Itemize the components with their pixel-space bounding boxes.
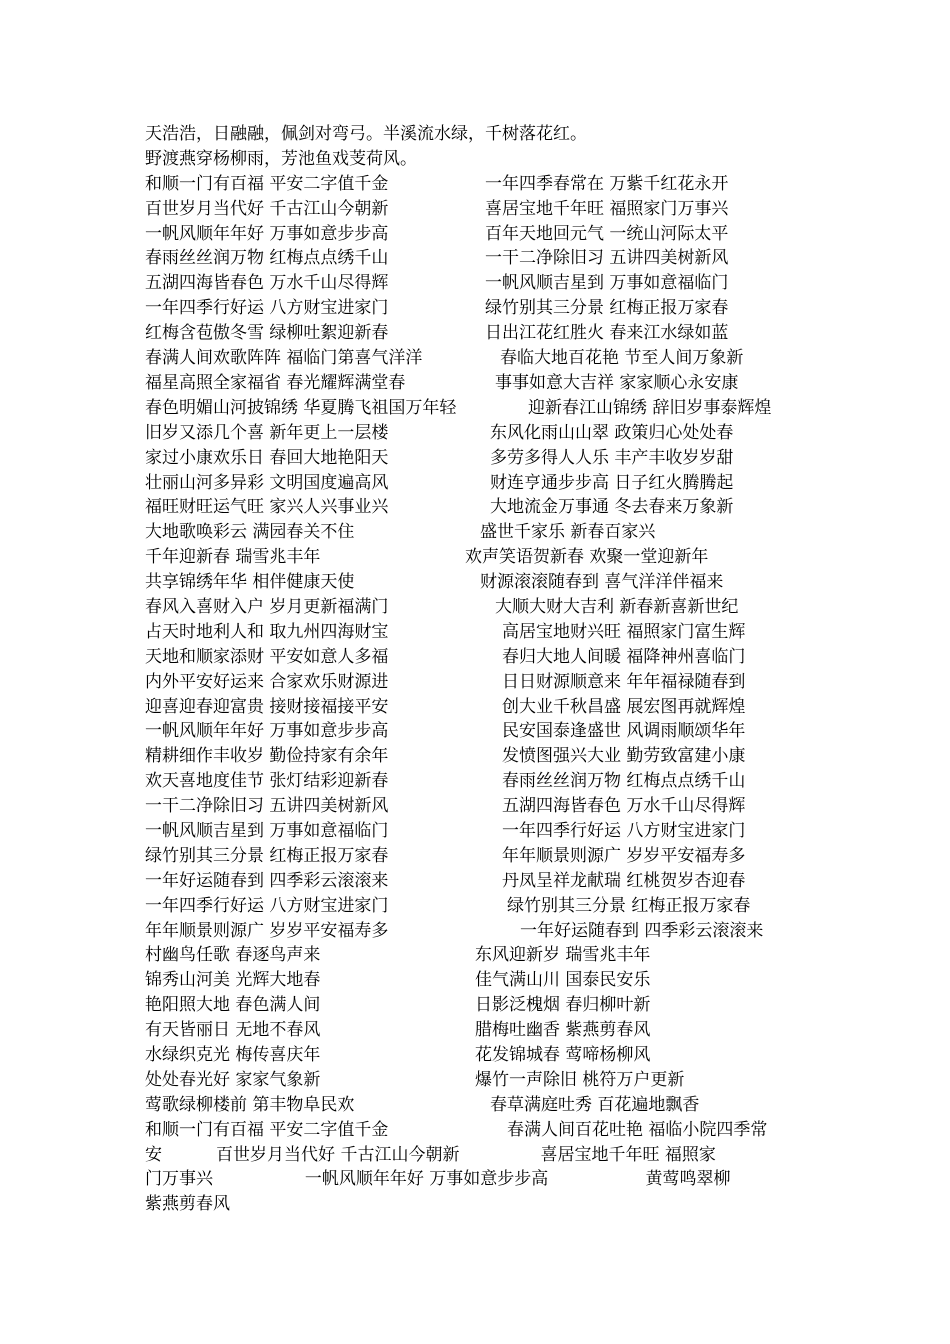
couplet-row — [145, 1118, 825, 1143]
couplet-right: 一帆风顺吉星到 万事如意福临门 — [485, 273, 729, 294]
couplet-right: 腊梅吐幽香 紫燕剪春风 — [475, 1020, 651, 1041]
couplet-right: 创大业千秋昌盛 展宏图再就辉煌 — [502, 696, 746, 717]
couplet-left: 一帆风顺年年好 万事如意步步高 — [145, 721, 389, 742]
couplet-left: 和顺一门有百福 平安二字值千金 — [145, 1119, 389, 1140]
tail-line-3 — [145, 1192, 805, 1217]
couplet-left: 五湖四海皆春色 万水千山尽得辉 — [145, 273, 389, 294]
couplet-left: 水绿织克光 梅传喜庆年 — [145, 1044, 321, 1065]
couplet-row — [145, 570, 825, 595]
couplet-row — [145, 695, 825, 720]
couplet-left: 春满人间欢歌阵阵 福临门第喜气洋洋 — [145, 348, 423, 369]
couplet-row — [145, 545, 825, 570]
couplet-right: 年年顺景则源广 岁岁平安福寿多 — [502, 845, 746, 866]
couplet-row — [145, 670, 825, 695]
couplet-right: 日出江花红胜火 春来江水绿如蓝 — [485, 323, 729, 344]
couplet-right: 多劳多得人人乐 丰产丰收岁岁甜 — [490, 447, 734, 468]
couplet-left: 春风入喜财入户 岁月更新福满门 — [145, 596, 389, 617]
couplet-right: 高居宝地财兴旺 福照家门富生辉 — [502, 621, 746, 642]
couplet-row — [145, 869, 825, 894]
couplet-row — [145, 595, 825, 620]
couplet-right: 一年四季春常在 万紫千红花永开 — [485, 173, 729, 194]
couplet-left: 一帆风顺年年好 万事如意步步高 — [145, 223, 389, 244]
couplet-right: 春临大地百花艳 节至人间万象新 — [500, 348, 744, 369]
couplet-row — [145, 794, 825, 819]
couplet-right: 迎新春江山锦绣 辞旧岁事泰辉煌 — [528, 397, 772, 418]
couplet-right: 一年四季行好运 八方财宝进家门 — [502, 820, 746, 841]
couplet-row — [145, 246, 825, 271]
couplet-right: 绿竹别其三分景 红梅正报万家春 — [507, 895, 751, 916]
couplet-right: 佳气满山川 国泰民安乐 — [475, 970, 651, 991]
couplet-row — [145, 520, 825, 545]
tail-text — [145, 1143, 805, 1218]
couplet-row — [145, 446, 825, 471]
couplet-left: 壮丽山河多异彩 文明国度遍高风 — [145, 472, 389, 493]
couplet-right: 春满人间百花吐艳 福临小院四季常 — [507, 1119, 768, 1140]
couplet-row — [145, 844, 825, 869]
couplet-row — [145, 1093, 825, 1118]
couplet-left: 艳阳照大地 春色满人间 — [145, 995, 321, 1016]
couplet-left: 内外平安好运来 合家欢乐财源进 — [145, 671, 389, 692]
couplet-left: 绿竹别其三分景 红梅正报万家春 — [145, 845, 389, 866]
couplet-left: 莺歌绿柳楼前 第丰物阜民欢 — [145, 1094, 355, 1115]
couplet-row — [145, 1043, 825, 1068]
couplet-left: 旧岁又添几个喜 新年更上一层楼 — [145, 422, 389, 443]
couplet-right: 日影泛槐烟 春归柳叶新 — [475, 995, 651, 1016]
couplet-left: 年年顺景则源广 岁岁平安福寿多 — [145, 920, 389, 941]
couplet-right: 大地流金万事通 冬去春来万象新 — [490, 497, 734, 518]
couplet-right: 丹凤呈祥龙献瑞 红桃贺岁杏迎春 — [502, 870, 746, 891]
couplet-right: 事事如意大吉祥 家家顺心永安康 — [495, 372, 739, 393]
couplet-left: 欢天喜地度佳节 张灯结彩迎新春 — [145, 771, 389, 792]
couplet-left: 一年四季行好运 八方财宝进家门 — [145, 895, 389, 916]
intro-line-2: 野渡燕穿杨柳雨，芳池鱼戏芰荷风。 — [145, 148, 417, 169]
couplet-right: 绿竹别其三分景 红梅正报万家春 — [485, 298, 729, 319]
couplet-left: 福旺财旺运气旺 家兴人兴事业兴 — [145, 497, 389, 518]
couplet-list — [145, 172, 825, 1143]
couplet-right: 喜居宝地千年旺 福照家门万事兴 — [485, 198, 729, 219]
couplet-row — [145, 197, 825, 222]
couplet-row — [145, 296, 825, 321]
couplet-right: 民安国泰逢盛世 风调雨顺颂华年 — [502, 721, 746, 742]
couplet-left: 千年迎新春 瑞雪兆丰年 — [145, 547, 321, 568]
intro-line-1: 天浩浩，日融融，佩剑对弯弓。半溪流水绿，千树落花红。 — [145, 124, 587, 144]
couplet-left: 家过小康欢乐日 春回大地艳阳天 — [145, 447, 389, 468]
couplet-right: 盛世千家乐 新春百家兴 — [480, 522, 656, 543]
couplet-row — [145, 894, 825, 919]
tail-line-2-text: 门万事兴 一帆风顺年年好 万事如意步步高 黄莺鸣翠柳 — [145, 1169, 731, 1190]
couplet-left: 一年好运随春到 四季彩云滚滚来 — [145, 870, 389, 891]
couplet-row — [145, 620, 825, 645]
couplet-row — [145, 271, 825, 296]
couplet-row — [145, 396, 825, 421]
couplet-row — [145, 993, 825, 1018]
couplet-left: 迎喜迎春迎富贵 接财接福接平安 — [145, 696, 389, 717]
couplet-left: 锦秀山河美 光辉大地春 — [145, 970, 321, 991]
couplet-left: 红梅含苞傲冬雪 绿柳吐絮迎新春 — [145, 323, 389, 344]
couplet-row — [145, 645, 825, 670]
couplet-left: 福星高照全家福省 春光耀辉满堂春 — [145, 372, 406, 393]
couplet-row — [145, 346, 825, 371]
couplet-row — [145, 1068, 825, 1093]
couplet-left: 和顺一门有百福 平安二字值千金 — [145, 173, 389, 194]
couplet-left: 百世岁月当代好 千古江山今朝新 — [145, 198, 389, 219]
couplet-left: 有天皆丽日 无地不春风 — [145, 1020, 321, 1041]
couplet-row — [145, 919, 825, 944]
couplet-right: 春雨丝丝润万物 红梅点点绣千山 — [502, 771, 746, 792]
couplet-right: 财连亨通步步高 日子红火腾腾起 — [490, 472, 734, 493]
couplet-left: 一年四季行好运 八方财宝进家门 — [145, 298, 389, 319]
couplet-row — [145, 471, 825, 496]
couplet-right: 东风迎新岁 瑞雪兆丰年 — [475, 945, 651, 966]
tail-line-1 — [145, 1143, 805, 1168]
couplet-row — [145, 371, 825, 396]
couplet-row — [145, 321, 825, 346]
couplet-right: 日日财源顺意来 年年福禄随春到 — [502, 671, 746, 692]
couplet-right: 爆竹一声除旧 桃符万户更新 — [475, 1069, 685, 1090]
couplet-left: 天地和顺家添财 平安如意人多福 — [145, 646, 389, 667]
tail-line-1-text: 安 百世岁月当代好 千古江山今朝新 喜居宝地千年旺 福照家 — [145, 1144, 716, 1165]
couplet-right: 财源滚滚随春到 喜气洋洋伴福来 — [480, 572, 724, 593]
couplet-right: 发愤图强兴大业 勤劳致富建小康 — [502, 746, 746, 767]
couplet-row — [145, 172, 825, 197]
couplet-right: 花发锦城春 莺啼杨柳风 — [475, 1044, 651, 1065]
couplet-left: 村幽鸟任歌 春逐鸟声来 — [145, 945, 321, 966]
couplet-right: 春归大地人间暖 福降神州喜临门 — [502, 646, 746, 667]
couplet-right: 大顺大财大吉利 新春新喜新世纪 — [495, 596, 739, 617]
tail-line-3-text: 紫燕剪春风 — [145, 1194, 230, 1215]
couplet-left: 处处春光好 家家气象新 — [145, 1069, 321, 1090]
text-block — [145, 122, 825, 1217]
couplet-row — [145, 719, 825, 744]
couplet-left: 春雨丝丝润万物 红梅点点绣千山 — [145, 248, 389, 269]
couplet-row — [145, 421, 825, 446]
couplet-right: 百年天地回元气 一统山河际太平 — [485, 223, 729, 244]
couplet-row — [145, 943, 825, 968]
couplet-left: 大地歌唤彩云 满园春关不住 — [145, 522, 355, 543]
couplet-left: 占天时地利人和 取九州四海财宝 — [145, 621, 389, 642]
couplet-left: 一帆风顺吉星到 万事如意福临门 — [145, 820, 389, 841]
couplet-left: 共享锦绣年华 相伴健康天使 — [145, 572, 355, 593]
couplet-right: 一年好运随春到 四季彩云滚滚来 — [520, 920, 764, 941]
couplet-row — [145, 819, 825, 844]
couplet-row — [145, 744, 825, 769]
couplet-left: 一干二净除旧习 五讲四美树新风 — [145, 796, 389, 817]
couplet-row — [145, 222, 825, 247]
couplet-row — [145, 968, 825, 993]
couplet-right: 一干二净除旧习 五讲四美树新风 — [485, 248, 729, 269]
tail-line-2 — [145, 1167, 805, 1192]
couplet-left: 春色明媚山河披锦绣 华夏腾飞祖国万年轻 — [145, 397, 457, 418]
couplet-row — [145, 1018, 825, 1043]
couplet-right: 春草满庭吐秀 百花遍地飘香 — [490, 1094, 700, 1115]
couplet-row — [145, 495, 825, 520]
couplet-right: 五湖四海皆春色 万水千山尽得辉 — [502, 796, 746, 817]
couplet-right: 东风化雨山山翠 政策归心处处春 — [490, 422, 734, 443]
couplet-left: 精耕细作丰收岁 勤俭持家有余年 — [145, 746, 389, 767]
couplet-right: 欢声笑语贺新春 欢聚一堂迎新年 — [465, 547, 709, 568]
couplet-row — [145, 769, 825, 794]
